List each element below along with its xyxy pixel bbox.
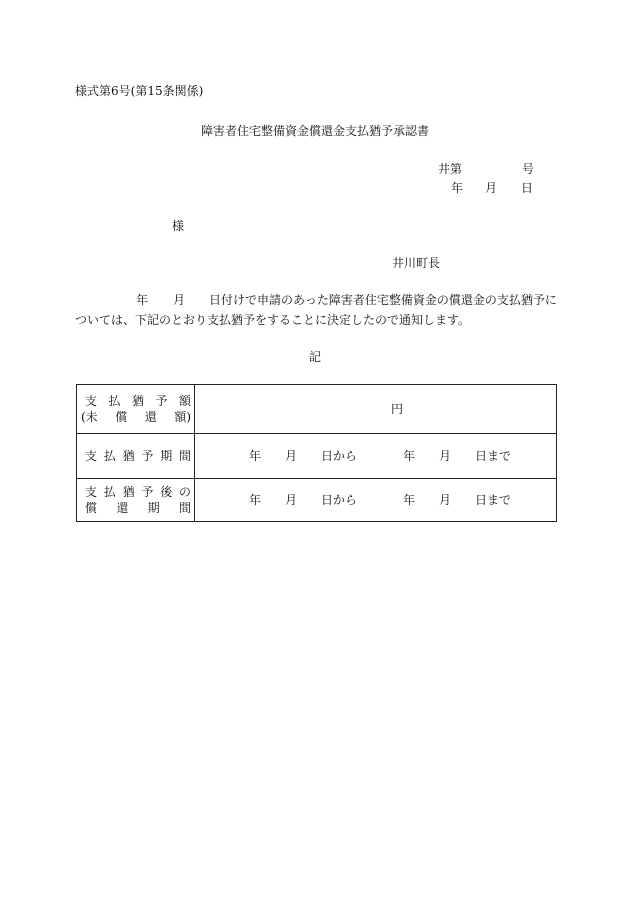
to-month: 月 <box>439 449 452 463</box>
from-day: 日から <box>321 493 358 507</box>
yen-unit: 円 <box>391 402 404 416</box>
from-month: 月 <box>285 449 298 463</box>
label-char: 猶 <box>122 449 135 463</box>
issue-date-month: 月 <box>485 181 498 195</box>
label-char: 支 <box>85 449 98 463</box>
to-year: 年 <box>403 449 416 463</box>
from-day: 日から <box>321 449 358 463</box>
table-row-deferred-amount <box>77 385 556 434</box>
ki-heading: 記 <box>308 350 321 364</box>
label-char: 支 <box>85 394 98 408</box>
from-year: 年 <box>249 449 262 463</box>
table-row-post-deferral-repayment <box>77 479 556 522</box>
document-title: 障害者住宅整備資金償還金支払猶予承認書 <box>200 124 429 138</box>
to-day: 日まで <box>475 449 512 463</box>
body-year: 年 <box>136 293 149 307</box>
issue-date-year: 年 <box>451 181 464 195</box>
label-char: 予 <box>141 449 154 463</box>
repayment-period-value <box>195 479 556 522</box>
label-char: 払 <box>103 485 116 499</box>
issuer-name: 井川町長 <box>392 256 441 270</box>
issue-date-day: 日 <box>521 181 534 195</box>
label-char: 支 <box>85 485 98 499</box>
label-char: 払 <box>108 394 121 408</box>
details-table <box>76 384 557 522</box>
label-char: 猶 <box>131 394 144 408</box>
doc-number-suffix: 号 <box>522 162 535 176</box>
from-month: 月 <box>285 493 298 507</box>
from-year: 年 <box>249 493 262 507</box>
label-char: (未 <box>81 410 98 424</box>
body-month: 月 <box>173 293 186 307</box>
label-char: 期 <box>160 449 173 463</box>
label-char: 間 <box>178 449 191 463</box>
table-row-deferral-period <box>77 434 556 479</box>
label-char: 間 <box>178 501 191 515</box>
label-char: 猶 <box>122 485 135 499</box>
label-char: 期 <box>147 501 160 515</box>
label-char: 還 <box>144 410 157 424</box>
form-number: 様式第6号(第15条関係) <box>75 84 204 98</box>
label-char: 額) <box>174 410 191 424</box>
body-line-2: ついては、下記のとおり支払猶予をすることに決定したので通知します。 <box>75 313 471 327</box>
label-char: 償 <box>85 501 98 515</box>
label-char: 償 <box>115 410 128 424</box>
label-char: 後 <box>160 485 173 499</box>
label-char: の <box>178 485 191 499</box>
to-month: 月 <box>439 493 452 507</box>
row-label-post-deferral-repayment <box>77 479 195 522</box>
label-char: 予 <box>141 485 154 499</box>
addressee-suffix: 様 <box>172 219 185 233</box>
row-label-deferral-period <box>77 434 195 478</box>
body-text-1: 日付けで申請のあった障害者住宅整備資金の償還金の支払猶予に <box>209 293 557 307</box>
label-char: 予 <box>155 394 168 408</box>
doc-number-prefix: 井第 <box>438 162 463 176</box>
label-char: 還 <box>116 501 129 515</box>
to-year: 年 <box>403 493 416 507</box>
label-char: 払 <box>103 449 116 463</box>
row-label-deferred-amount <box>77 385 195 433</box>
deferred-amount-value <box>195 385 556 433</box>
to-day: 日まで <box>475 493 512 507</box>
label-char: 額 <box>178 394 191 408</box>
deferral-period-value <box>195 434 556 478</box>
